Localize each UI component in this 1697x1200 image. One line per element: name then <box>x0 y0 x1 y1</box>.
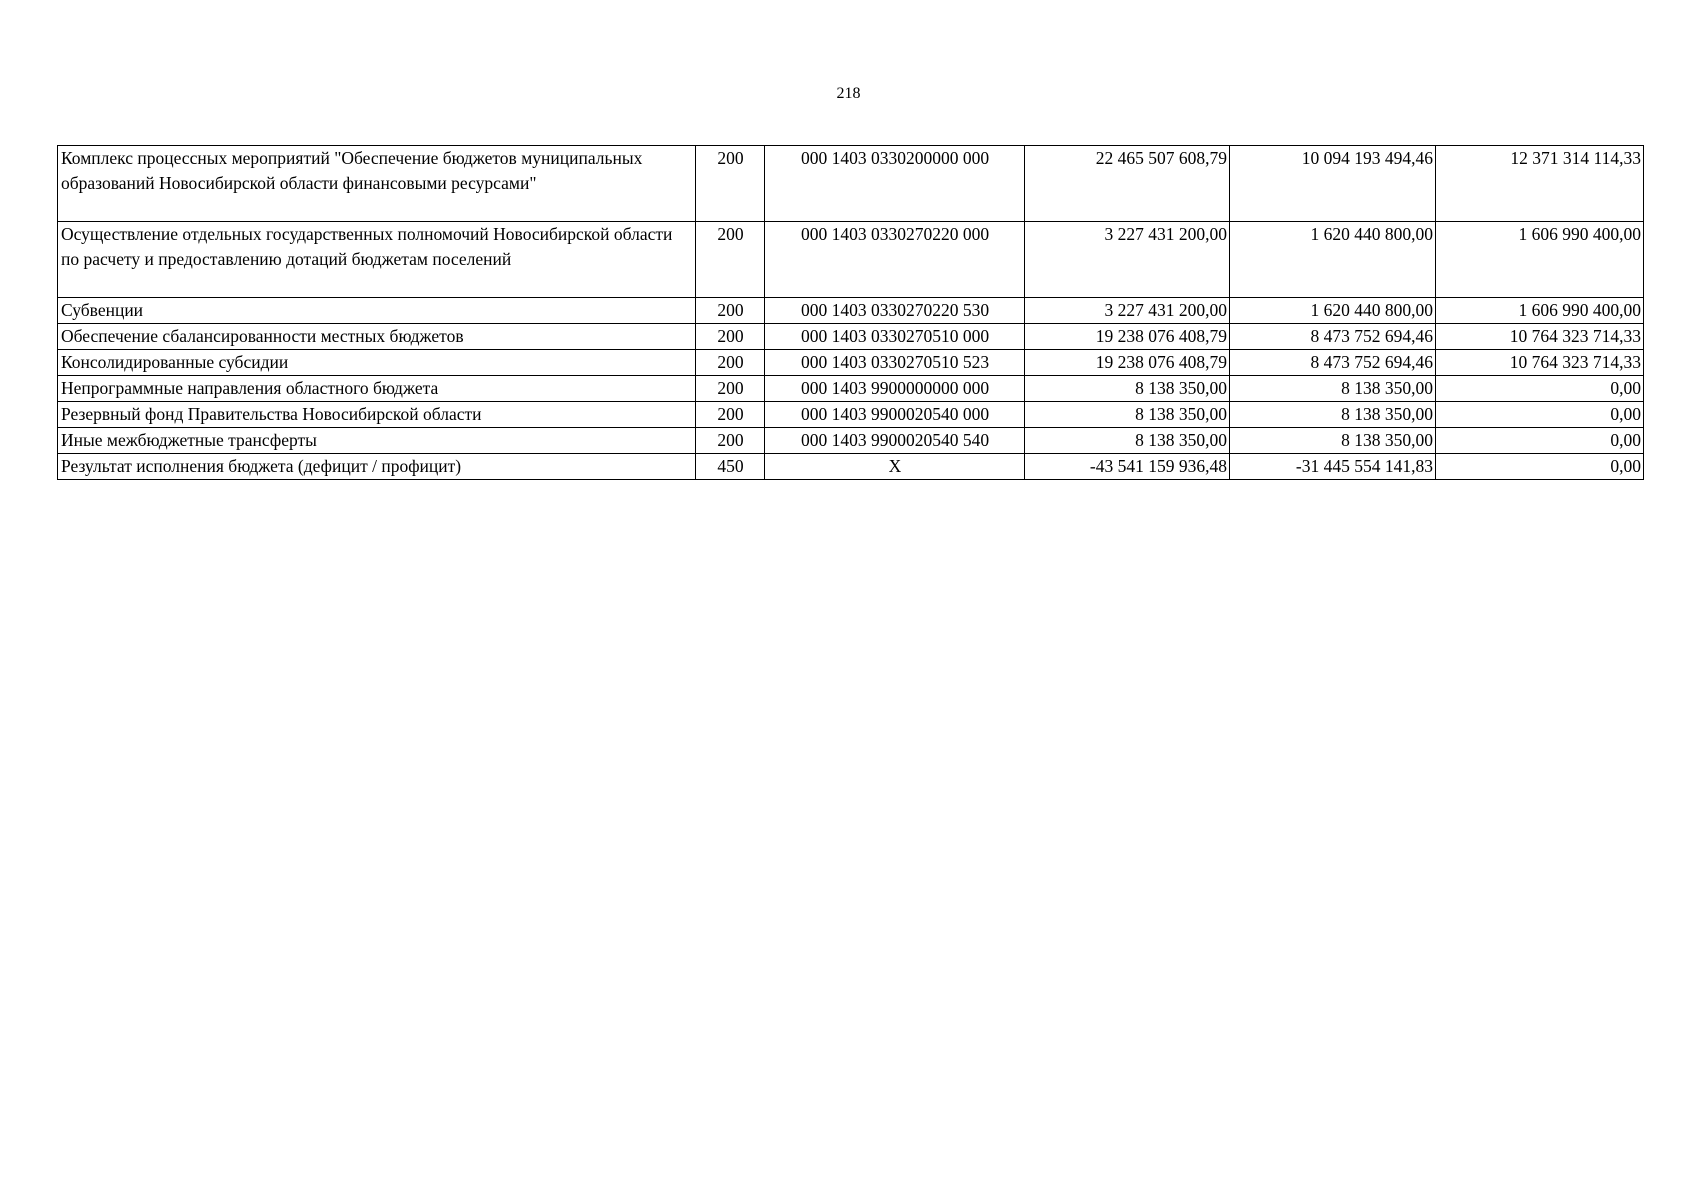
row-executed-amount: 8 138 350,00 <box>1230 428 1436 454</box>
row-executed-amount: 1 620 440 800,00 <box>1230 298 1436 324</box>
row-budget-code: X <box>765 454 1025 480</box>
row-executed-amount: 1 620 440 800,00 <box>1230 222 1436 298</box>
row-budget-code: 000 1403 0330270510 000 <box>765 324 1025 350</box>
row-name: Непрограммные направления областного бюджета <box>58 376 696 402</box>
row-unexecuted-amount: 0,00 <box>1436 376 1644 402</box>
row-executed-amount: 10 094 193 494,46 <box>1230 146 1436 222</box>
row-approved-amount: -43 541 159 936,48 <box>1025 454 1230 480</box>
row-approved-amount: 8 138 350,00 <box>1025 402 1230 428</box>
row-line-code: 200 <box>696 402 765 428</box>
row-line-code: 200 <box>696 146 765 222</box>
row-line-code: 450 <box>696 454 765 480</box>
row-unexecuted-amount: 12 371 314 114,33 <box>1436 146 1644 222</box>
row-approved-amount: 3 227 431 200,00 <box>1025 298 1230 324</box>
table-row <box>58 324 1644 350</box>
row-unexecuted-amount: 0,00 <box>1436 454 1644 480</box>
row-approved-amount: 22 465 507 608,79 <box>1025 146 1230 222</box>
budget-execution-table <box>57 145 1644 480</box>
row-unexecuted-amount: 0,00 <box>1436 428 1644 454</box>
row-line-code: 200 <box>696 298 765 324</box>
row-name: Комплекс процессных мероприятий "Обеспечение бюджетов муниципальных образований Новосибирской области финансовыми ресурсами" <box>58 146 696 222</box>
row-approved-amount: 3 227 431 200,00 <box>1025 222 1230 298</box>
row-executed-amount: 8 473 752 694,46 <box>1230 350 1436 376</box>
row-approved-amount: 8 138 350,00 <box>1025 376 1230 402</box>
row-budget-code: 000 1403 9900020540 540 <box>765 428 1025 454</box>
row-name: Субвенции <box>58 298 696 324</box>
row-executed-amount: 8 138 350,00 <box>1230 402 1436 428</box>
table-row <box>58 222 1644 298</box>
row-approved-amount: 19 238 076 408,79 <box>1025 324 1230 350</box>
row-line-code: 200 <box>696 222 765 298</box>
row-budget-code: 000 1403 0330200000 000 <box>765 146 1025 222</box>
row-line-code: 200 <box>696 428 765 454</box>
row-unexecuted-amount: 0,00 <box>1436 402 1644 428</box>
row-approved-amount: 19 238 076 408,79 <box>1025 350 1230 376</box>
row-executed-amount: -31 445 554 141,83 <box>1230 454 1436 480</box>
table-row <box>58 402 1644 428</box>
row-name: Результат исполнения бюджета (дефицит / профицит) <box>58 454 696 480</box>
row-name: Осуществление отдельных государственных полномочий Новосибирской области по расчету и предоставлению дотаций бюджетам поселений <box>58 222 696 298</box>
row-line-code: 200 <box>696 376 765 402</box>
row-name: Иные межбюджетные трансферты <box>58 428 696 454</box>
row-name: Резервный фонд Правительства Новосибирской области <box>58 402 696 428</box>
table-row <box>58 454 1644 480</box>
row-unexecuted-amount: 10 764 323 714,33 <box>1436 324 1644 350</box>
table-row <box>58 376 1644 402</box>
row-budget-code: 000 1403 9900000000 000 <box>765 376 1025 402</box>
row-name: Обеспечение сбалансированности местных бюджетов <box>58 324 696 350</box>
page-number: 218 <box>836 85 861 102</box>
table-row <box>58 350 1644 376</box>
row-budget-code: 000 1403 0330270510 523 <box>765 350 1025 376</box>
row-unexecuted-amount: 1 606 990 400,00 <box>1436 222 1644 298</box>
table-row <box>58 146 1644 222</box>
row-budget-code: 000 1403 0330270220 530 <box>765 298 1025 324</box>
row-executed-amount: 8 138 350,00 <box>1230 376 1436 402</box>
row-unexecuted-amount: 10 764 323 714,33 <box>1436 350 1644 376</box>
row-budget-code: 000 1403 0330270220 000 <box>765 222 1025 298</box>
row-line-code: 200 <box>696 350 765 376</box>
row-budget-code: 000 1403 9900020540 000 <box>765 402 1025 428</box>
row-executed-amount: 8 473 752 694,46 <box>1230 324 1436 350</box>
row-approved-amount: 8 138 350,00 <box>1025 428 1230 454</box>
row-name: Консолидированные субсидии <box>58 350 696 376</box>
row-unexecuted-amount: 1 606 990 400,00 <box>1436 298 1644 324</box>
table-row <box>58 298 1644 324</box>
row-line-code: 200 <box>696 324 765 350</box>
table-row <box>58 428 1644 454</box>
